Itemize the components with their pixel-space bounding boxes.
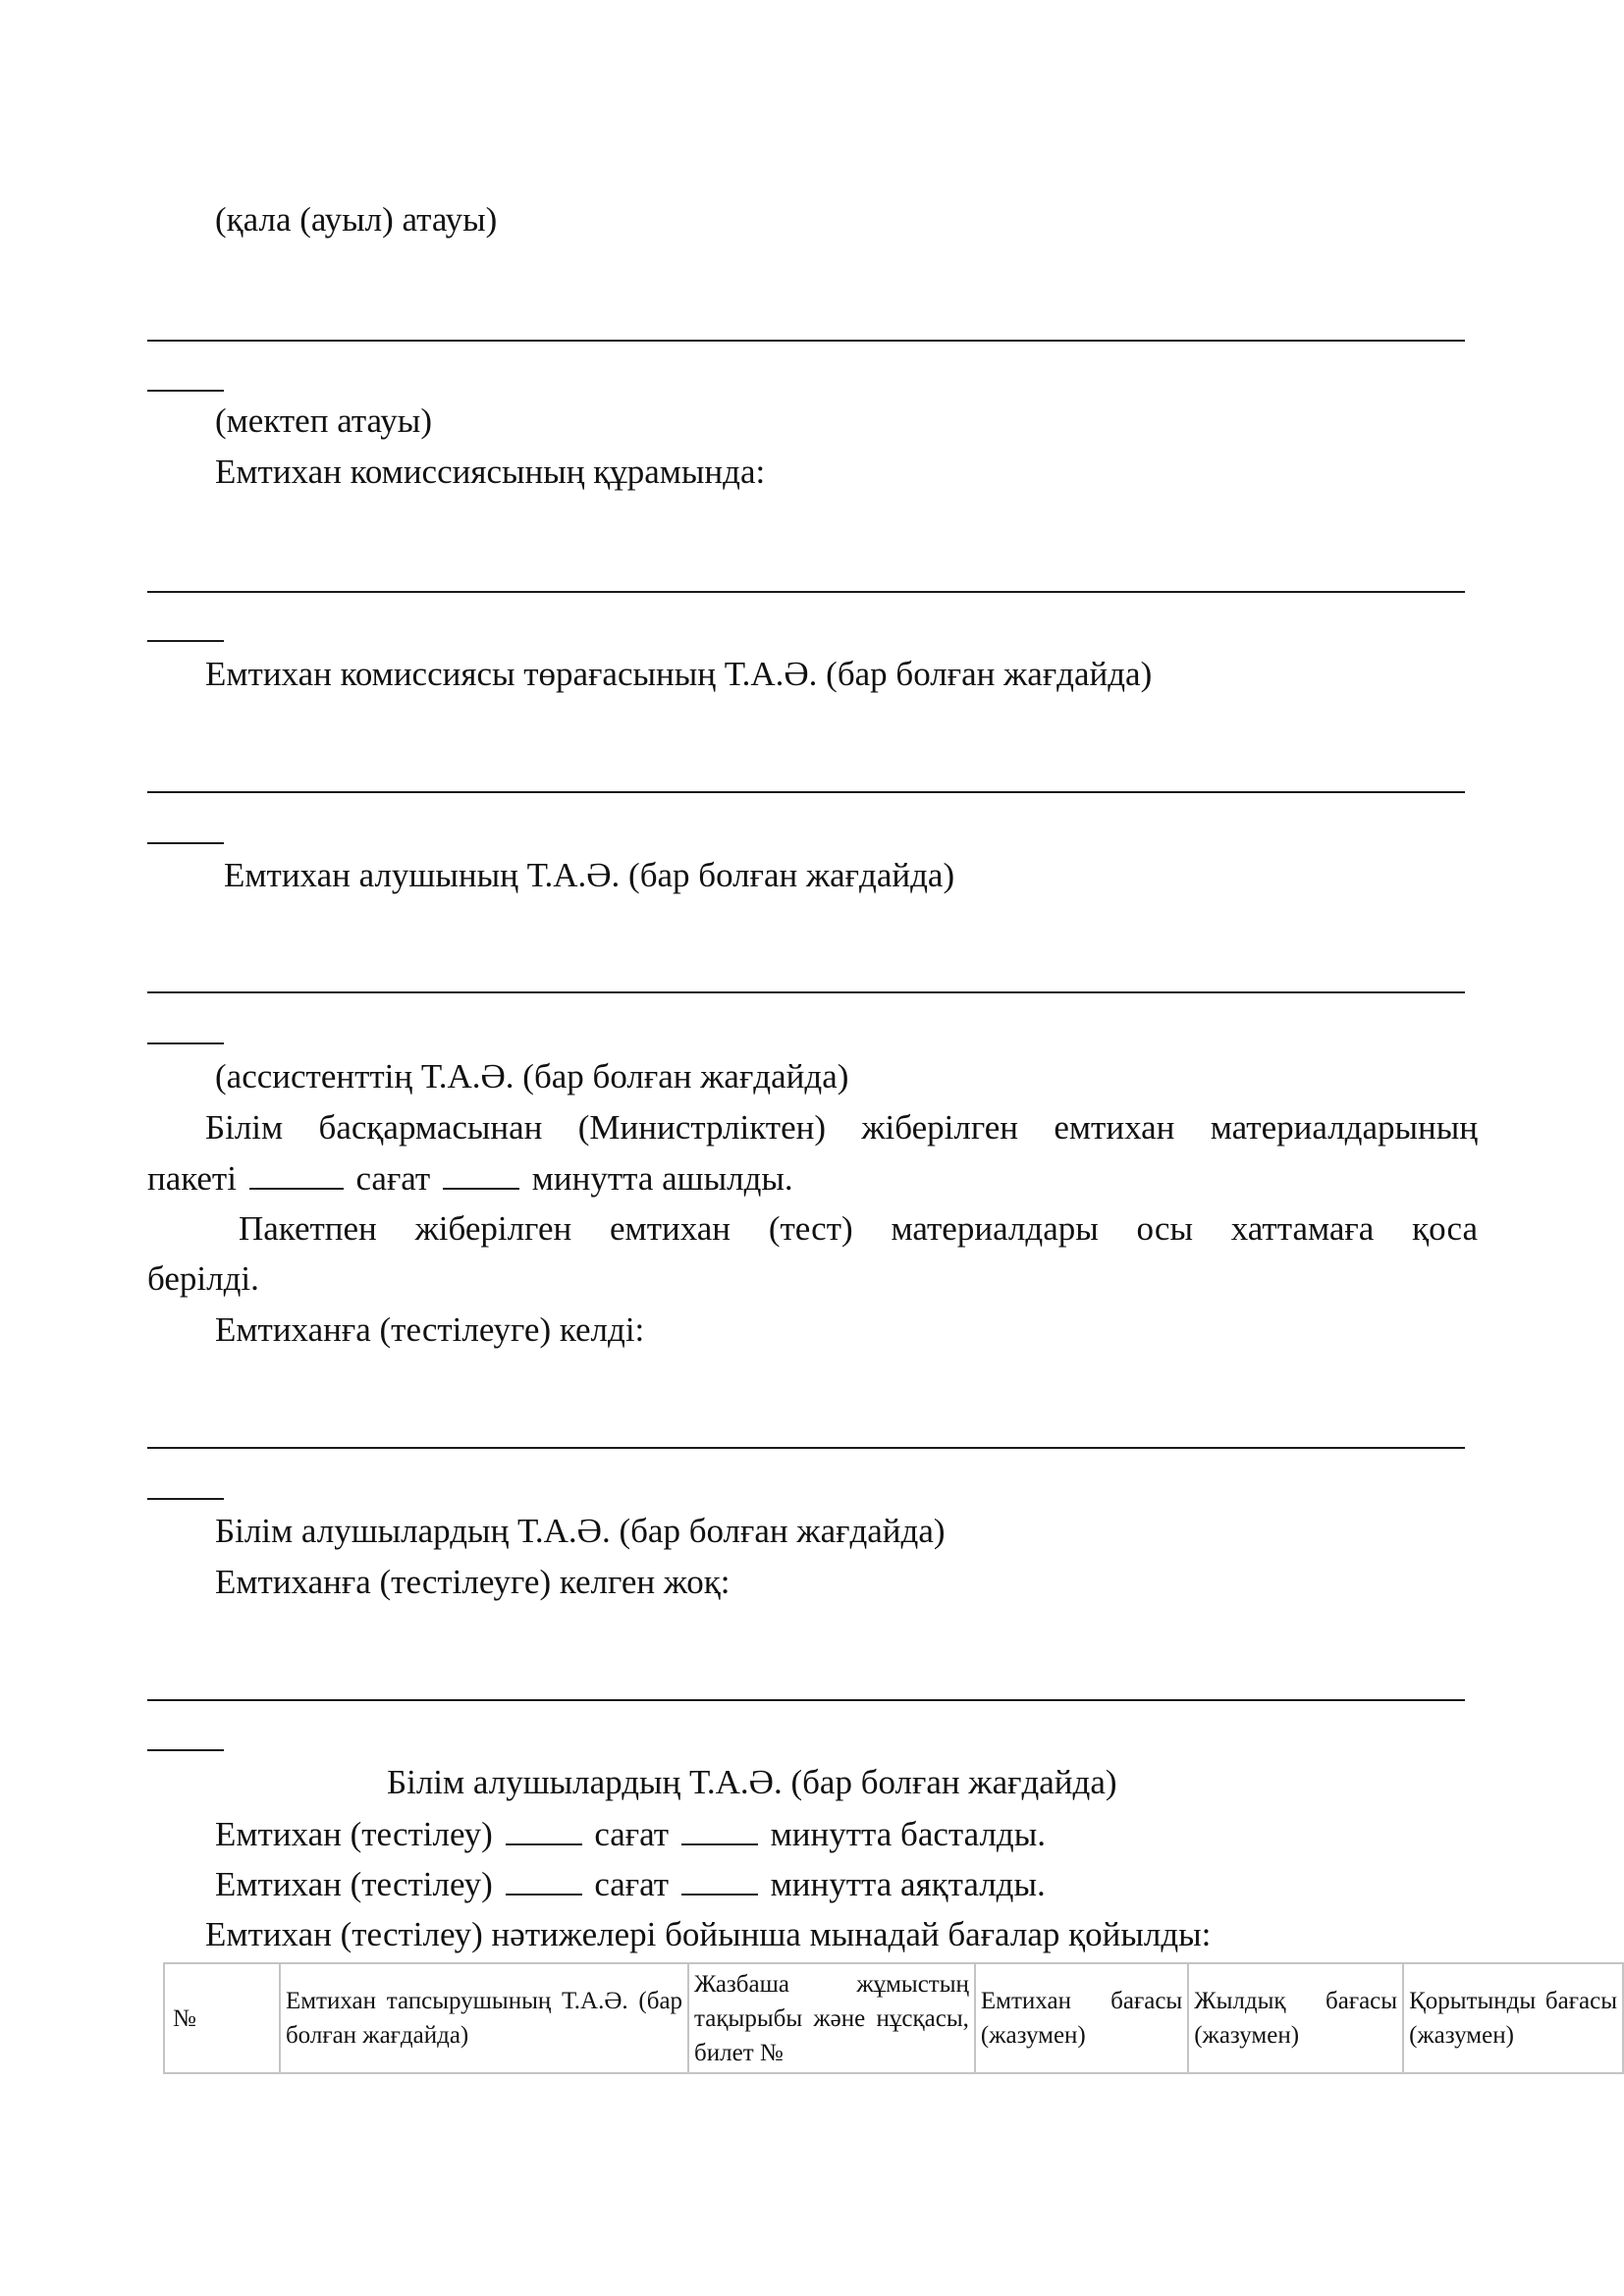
results-intro: Емтихан (тестілеу) нәтижелері бойынша мынадай бағалар қойылды: <box>205 1915 1212 1953</box>
arrived-intro: Емтиханға (тестілеуге) келді: <box>215 1310 645 1349</box>
arrived-names-line[interactable] <box>147 1447 1465 1449</box>
header-number: № <box>164 1963 280 2073</box>
end-suffix: минутта аяқталды. <box>770 1865 1046 1903</box>
materials-line-1 <box>239 1209 1478 1249</box>
end-minute-blank[interactable] <box>681 1864 758 1896</box>
package-suffix: минутта ашылды. <box>531 1159 793 1198</box>
absent-caption: Білім алушылардың Т.А.Ә. (бар болған жағдайда) <box>387 1763 1117 1801</box>
examiner-name-line-tail <box>147 842 224 844</box>
package-line-2 <box>147 1158 793 1199</box>
start-prefix: Емтихан (тестілеу) <box>215 1815 493 1853</box>
start-time-line <box>215 1814 1046 1854</box>
package-hour-blank[interactable] <box>249 1158 344 1190</box>
end-hour-blank[interactable] <box>506 1864 582 1896</box>
package-hour-label: сағат <box>355 1159 431 1198</box>
examiner-name-line[interactable] <box>147 791 1465 793</box>
assistant-name-line[interactable] <box>147 991 1465 993</box>
header-final-grade: Қорытынды бағасы (жазумен) <box>1403 1963 1623 2073</box>
materials-text: Пакетпен жіберілген емтихан (тест) материалдары осы хаттамаға қоса <box>239 1209 1478 1248</box>
end-hour-label: сағат <box>594 1865 670 1903</box>
header-exam-grade: Емтихан бағасы (жазумен) <box>975 1963 1188 2073</box>
chair-name-line[interactable] <box>147 591 1465 593</box>
absent-names-line-tail <box>147 1749 224 1751</box>
header-written-topic: Жазбаша жұмыстың тақырыбы және нұсқасы, билет № <box>688 1963 975 2073</box>
start-hour-label: сағат <box>594 1815 670 1853</box>
assistant-name-line-tail <box>147 1042 224 1044</box>
grades-table <box>163 1962 1624 2074</box>
package-minute-blank[interactable] <box>443 1158 519 1190</box>
city-name-caption: (қала (ауыл) атауы) <box>215 200 498 239</box>
arrived-caption: Білім алушылардың Т.А.Ә. (бар болған жағдайда) <box>215 1512 946 1550</box>
header-annual-grade: Жылдық бағасы (жазумен) <box>1188 1963 1403 2073</box>
chair-name-line-tail <box>147 640 224 642</box>
absent-names-line[interactable] <box>147 1699 1465 1701</box>
header-candidate-name: Емтихан тапсырушының Т.А.Ә. (бар болған жағдайда) <box>280 1963 688 2073</box>
package-prefix: пакеті <box>147 1159 237 1198</box>
package-text: Білім басқармасынан (Министрліктен) жіберілген емтихан материалдарының <box>205 1108 1478 1147</box>
start-minute-blank[interactable] <box>681 1814 758 1845</box>
end-time-line <box>215 1864 1046 1904</box>
school-name-line[interactable] <box>147 340 1465 342</box>
examiner-caption: Емтихан алушының Т.А.Ә. (бар болған жағдайда) <box>224 856 955 894</box>
start-hour-blank[interactable] <box>506 1814 582 1845</box>
absent-intro: Емтиханға (тестілеуге) келген жоқ: <box>215 1563 731 1601</box>
package-line-1 <box>205 1108 1478 1148</box>
start-suffix: минутта басталды. <box>770 1815 1046 1853</box>
school-name-line-tail <box>147 390 224 392</box>
arrived-names-line-tail <box>147 1498 224 1500</box>
chair-caption: Емтихан комиссиясы төрағасының Т.А.Ә. (бар болған жағдайда) <box>205 655 1153 693</box>
end-prefix: Емтихан (тестілеу) <box>215 1865 493 1903</box>
table-header-row <box>164 1963 1623 2073</box>
assistant-caption: (ассистенттің Т.А.Ә. (бар болған жағдайда) <box>215 1057 849 1095</box>
materials-line-2: берілді. <box>147 1259 259 1298</box>
school-name-caption: (мектеп атауы) <box>215 401 432 440</box>
commission-intro: Емтихан комиссиясының құрамында: <box>215 453 766 491</box>
